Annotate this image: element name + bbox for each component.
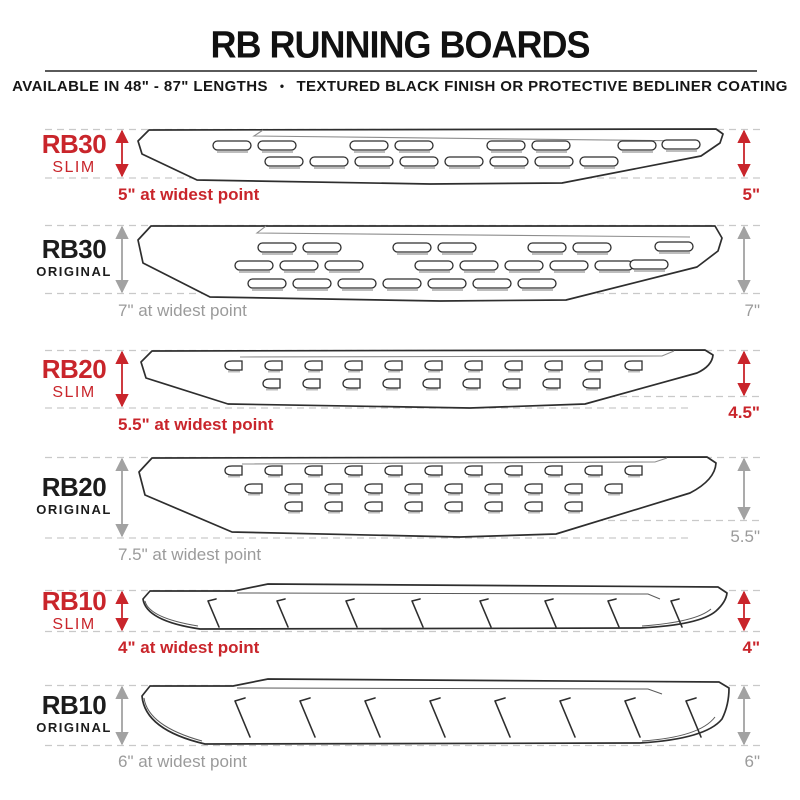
- end-height-label: 4": [742, 638, 760, 657]
- subtitle-left: AVAILABLE IN 48" - 87" LENGTHS: [12, 78, 268, 95]
- model-label: [22, 692, 126, 735]
- width-caption: 5" at widest point: [118, 185, 260, 204]
- width-caption: 7" at widest point: [118, 301, 247, 320]
- rb20-slim-drawing: [45, 350, 763, 408]
- subtitle-right: TEXTURED BLACK FINISH OR PROTECTIVE BEDLINER COATING: [296, 78, 788, 95]
- width-caption: 4" at widest point: [118, 638, 260, 657]
- model-label: [22, 356, 126, 402]
- rb10-original-drawing: [45, 679, 763, 746]
- end-height-label: 5": [742, 185, 760, 204]
- model-name: RB20: [41, 472, 107, 502]
- rb30-slim-drawing: [45, 129, 763, 184]
- model-variant: ORIGINAL: [36, 720, 112, 736]
- model-name: RB20: [41, 354, 107, 384]
- model-variant: SLIM: [52, 616, 96, 634]
- model-variant: ORIGINAL: [36, 502, 112, 518]
- model-label: [22, 588, 126, 634]
- width-caption: 5.5" at widest point: [118, 415, 274, 434]
- model-variant: ORIGINAL: [36, 264, 112, 280]
- rb20-original-drawing: [45, 457, 763, 538]
- model-name: RB30: [41, 129, 107, 159]
- end-height-label: 7": [744, 301, 760, 320]
- width-caption: 6" at widest point: [118, 752, 247, 771]
- model-variant: SLIM: [52, 159, 96, 177]
- model-label: [22, 474, 126, 517]
- model-name: RB10: [41, 586, 107, 616]
- rb10-slim-drawing: [45, 584, 763, 632]
- model-variant: SLIM: [52, 384, 96, 402]
- page-subtitle: [0, 78, 800, 95]
- model-name: RB10: [41, 690, 107, 720]
- header-divider: [45, 70, 757, 72]
- width-caption: 7.5" at widest point: [118, 545, 262, 564]
- model-label: [22, 131, 126, 177]
- bullet-separator: •: [279, 79, 285, 93]
- model-label: [22, 236, 126, 279]
- model-name: RB30: [41, 234, 107, 264]
- end-height-label: 4.5": [728, 403, 760, 422]
- end-height-label: 5.5": [730, 527, 760, 546]
- page-title: RB RUNNING BOARDS: [210, 22, 590, 66]
- end-height-label: 6": [744, 752, 760, 771]
- rb30-original-drawing: [45, 226, 763, 302]
